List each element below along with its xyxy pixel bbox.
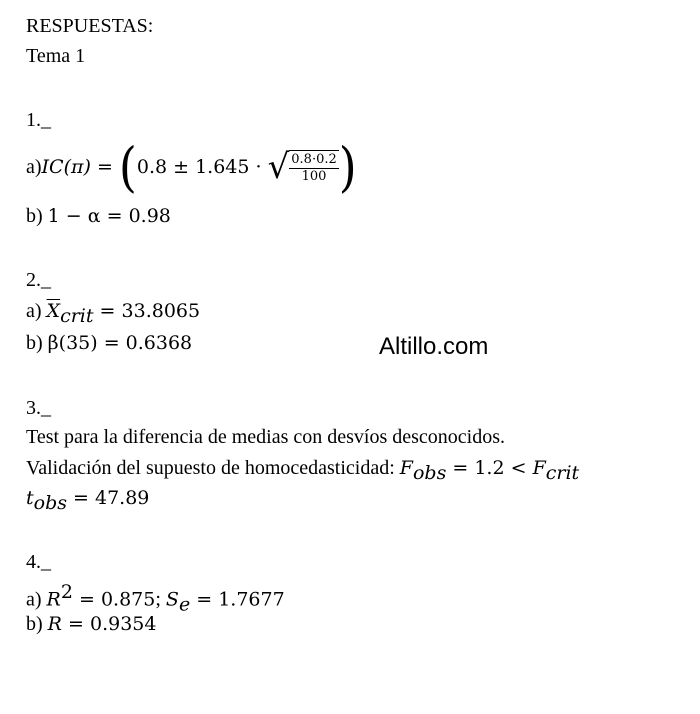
question-4-b: [26, 612, 156, 636]
fraction-numerator: 0.8·0.2: [291, 151, 337, 167]
question-4-number: 4._: [26, 551, 51, 573]
question-1-a: [26, 135, 357, 199]
q3-fcrit-var: F: [532, 457, 546, 479]
fraction-denominator: 100: [301, 168, 327, 184]
q1-a-prefix: a): [26, 156, 42, 178]
sqrt-expression: [267, 147, 339, 187]
q1-a-close-paren: ): [338, 135, 357, 199]
q4-a-sep: ;: [155, 588, 166, 611]
question-2-a: [26, 299, 200, 328]
sqrt-radicand: [289, 150, 338, 185]
question-3-line-2: [26, 456, 579, 485]
fraction: [289, 152, 338, 185]
q4-se-var: S: [165, 588, 179, 611]
q2-b-prefix: b): [26, 332, 48, 354]
q2-b-expr: β(35) = 0.6368: [47, 332, 193, 354]
q3-tobs-var: t: [26, 487, 34, 509]
q2-a-prefix: a): [26, 300, 47, 322]
q4-se-rhs: = 1.7677: [190, 588, 285, 611]
question-2-b: [26, 331, 192, 355]
question-3-number: 3._: [26, 397, 51, 419]
q4-b-rhs: = 0.9354: [61, 613, 157, 635]
question-1-b: [26, 204, 171, 228]
q3-fcrit-sub: crit: [545, 462, 580, 484]
q4-b-var: R: [47, 613, 62, 635]
q3-fobs-sub: obs: [412, 462, 447, 484]
q3-tobs-rhs: = 47.89: [67, 487, 150, 509]
q1-b-prefix: b): [26, 205, 48, 227]
q1-a-mid: 0.8 ± 1.645 ·: [136, 156, 268, 178]
q3-line2-text: Validación del supuesto de homocedasticidad:: [26, 457, 400, 479]
question-1-number: 1._: [26, 109, 51, 131]
q2-a-rhs: = 33.8065: [93, 300, 201, 322]
q4-r2-sup: 2: [60, 581, 73, 603]
q4-a-prefix: a): [26, 588, 47, 611]
question-3-tobs: [26, 486, 149, 515]
q4-r2-var: R: [46, 588, 61, 611]
q4-se-sub: e: [178, 593, 191, 616]
q1-b-expr: 1 − α = 0.98: [47, 205, 171, 227]
question-3-line-1: Test para la diferencia de medias con desvíos desconocidos.: [26, 426, 505, 448]
q4-b-prefix: b): [26, 613, 48, 635]
q4-r2-rhs: = 0.875: [72, 588, 156, 611]
page-title: RESPUESTAS:: [26, 15, 154, 37]
q3-fobs-rhs: = 1.2 <: [446, 457, 533, 479]
sqrt-icon: √: [267, 147, 290, 187]
q3-fobs-var: F: [399, 457, 413, 479]
q1-a-lhs: IC(π) =: [41, 156, 119, 178]
q2-a-var: $\overline{X}$: [46, 300, 61, 322]
question-2-number: 2._: [26, 269, 51, 291]
q1-a-open-paren: (: [118, 135, 137, 199]
watermark: Altillo.com: [379, 333, 489, 360]
q3-tobs-sub: obs: [33, 492, 67, 514]
q2-a-sub: crit: [60, 305, 94, 327]
topic-label: Tema 1: [26, 45, 86, 67]
